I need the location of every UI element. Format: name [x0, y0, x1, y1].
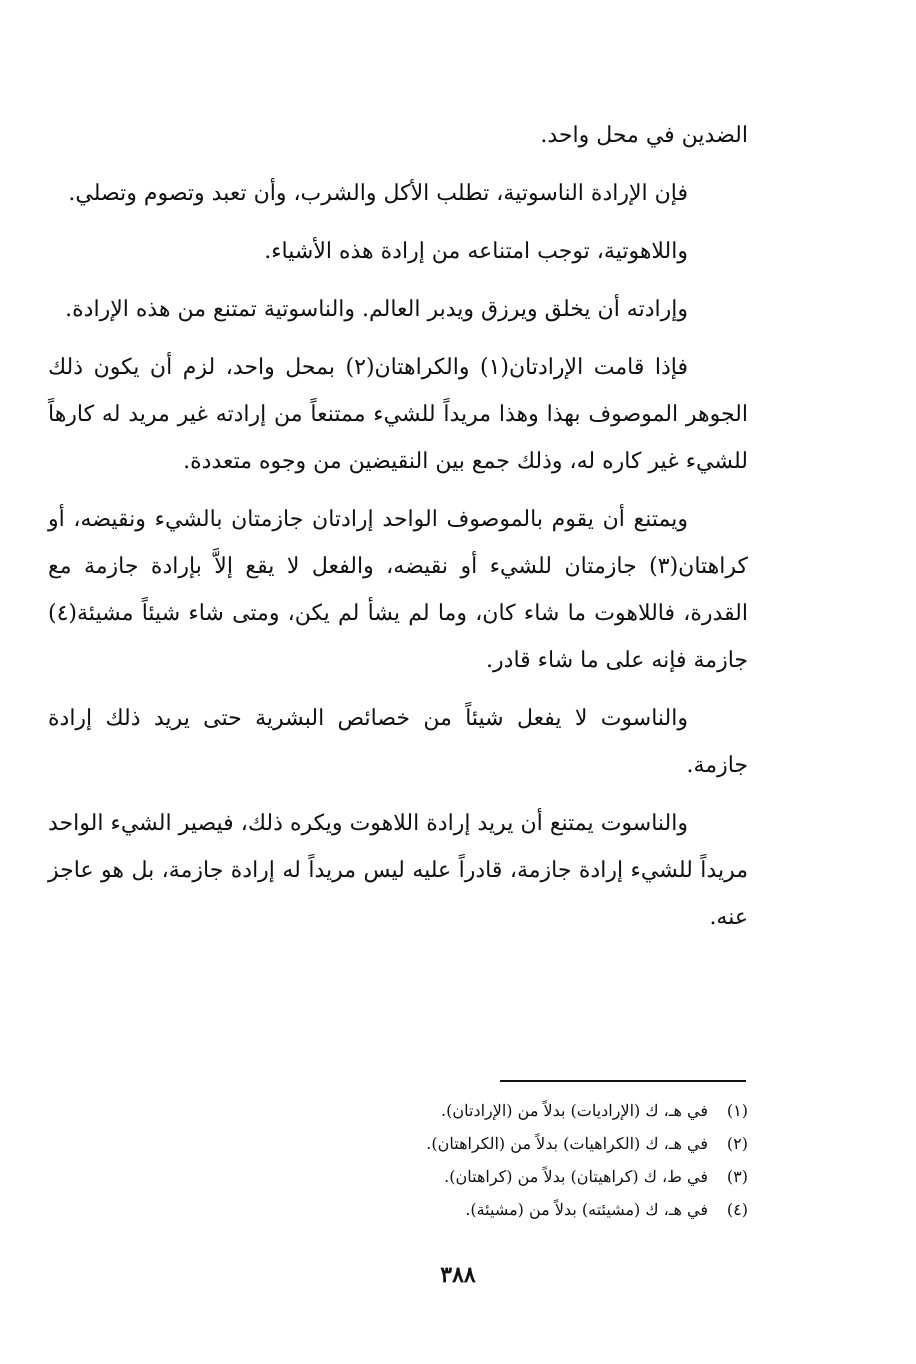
footnote-number: (١) [726, 1101, 748, 1120]
footnote [300, 1127, 748, 1160]
paragraph: والناسوت يمتنع أن يريد إرادة اللاهوت ويكره ذلك، فيصير الشيء الواحد مريداً للشيء إرادة جازمة، قادراً عليه ليس مريداً له إرادة جازمة، بل هو عاجز عنه. [48, 811, 748, 930]
footnotes [300, 1094, 748, 1226]
footnote-divider [500, 1080, 746, 1082]
footnote-text: في هـ، ك (مشيئته) بدلاً من (مشيئة). [465, 1200, 708, 1219]
footnote [300, 1094, 748, 1127]
footnote-number: (٢) [726, 1134, 748, 1153]
paragraph: فإذا قامت الإرادتان(١) والكراهتان(٢) بمحل واحد، لزم أن يكون ذلك الجوهر الموصوف بهذا وهذا مريداً للشيء ممتنعاً من إرادته غير مريد له كارهاً للشيء غير كاره له، وذلك جمع بين النقيضين من وجوه متعددة. [48, 355, 748, 474]
paragraph: واللاهوتية، توجب امتناعه من إرادة هذه الأشياء. [264, 239, 688, 264]
page-number: ٣٨٨ [440, 1262, 476, 1288]
footnote-text: في ط، ك (كراهيتان) بدلاً من (كراهتان). [444, 1167, 708, 1186]
footnote [300, 1193, 748, 1226]
footnote-text: في هـ، ك (الإراديات) بدلاً من (الإرادتان). [441, 1101, 708, 1120]
paragraph: فإن الإرادة الناسوتية، تطلب الأكل والشرب، وأن تعبد وتصوم وتصلي. [68, 181, 688, 206]
main-text [48, 112, 748, 952]
footnote-text: في هـ، ك (الكراهيات) بدلاً من (الكراهتان). [426, 1134, 708, 1153]
footnote [300, 1160, 748, 1193]
paragraph: الضدين في محل واحد. [540, 123, 748, 148]
paragraph: وإرادته أن يخلق ويرزق ويدبر العالم. والناسوتية تمتنع من هذه الإرادة. [65, 297, 688, 322]
paragraph: ويمتنع أن يقوم بالموصوف الواحد إرادتان جازمتان بالشيء ونقيضه، أو كراهتان(٣) جازمتان للشيء أو نقيضه، والفعل لا يقع إلاَّ بإرادة جازمة مع القدرة، فاللاهوت ما شاء كان، وما لم يشأ لم يكن، ومتى شاء شيئاً مشيئة(٤) جازمة فإنه على ما شاء قادر. [48, 507, 748, 673]
paragraph: والناسوت لا يفعل شيئاً من خصائص البشرية حتى يريد ذلك إرادة جازمة. [48, 706, 748, 778]
footnote-number: (٤) [726, 1200, 748, 1219]
footnote-number: (٣) [726, 1167, 748, 1186]
